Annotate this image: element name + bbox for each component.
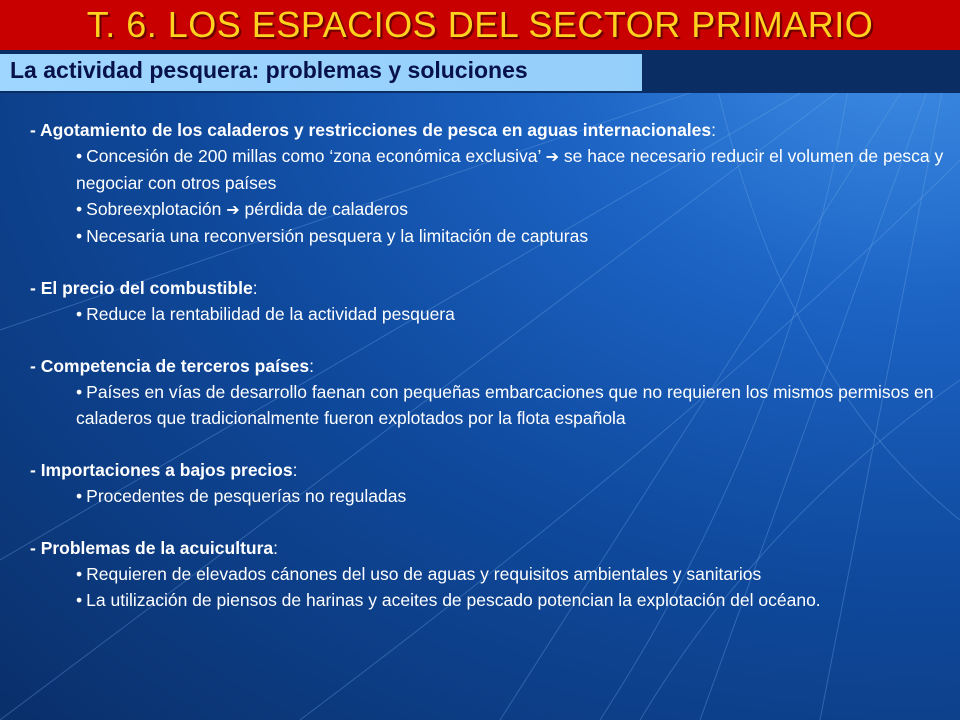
section-agotamiento: - Agotamiento de los caladeros y restricciones de pesca en aguas internacionales: • Concesión de 200 millas como ‘zona económica exclusiva’ ➔ se hace necesario reducir el volumen de pesca y negociar con otros países • Sobreexplotación ➔ pérdida de caladeros • Necesaria una reconversión pesquera y la limitación de capturas [30, 117, 955, 249]
bullet-item: • Requieren de elevados cánones del uso de aguas y requisitos ambientales y sanitarios [76, 564, 762, 584]
bullet-item: • La utilización de piensos de harinas y aceites de pescado potencian la explotación del océano. [76, 590, 821, 610]
section-heading: - El precio del combustible [30, 278, 253, 298]
bullet-item: • Países en vías de desarrollo faenan con pequeñas embarcaciones que no requieren los mismos permisos en caladeros que tradicionalmente fueron explotados por la flota española [76, 382, 934, 428]
bullet-text: Sobreexplotación [86, 199, 222, 219]
slide-title: T. 6. LOS ESPACIOS DEL SECTOR PRIMARIO [86, 4, 874, 45]
bullet-text: Procedentes de pesquerías no reguladas [86, 486, 407, 506]
slide-content [30, 117, 955, 639]
section-importaciones: - Importaciones a bajos precios: • Procedentes de pesquerías no reguladas [30, 457, 955, 509]
bullet-text: Países en vías de desarrollo faenan con pequeñas embarcaciones que no requieren los mismos permisos en caladeros que tradicionalmente fueron explotados por la flota española [76, 382, 934, 428]
bullet-item: • Concesión de 200 millas como ‘zona económica exclusiva’ ➔ se hace necesario reducir el volumen de pesca y negociar con otros países [76, 146, 944, 193]
section-heading: - Agotamiento de los caladeros y restricciones de pesca en aguas internacionales [30, 120, 712, 140]
bullet-item: • Reduce la rentabilidad de la actividad pesquera [76, 304, 455, 324]
section-competencia: - Competencia de terceros países: • Países en vías de desarrollo faenan con pequeñas embarcaciones que no requieren los mismos permisos en caladeros que tradicionalmente fueron explotados por la flota española [30, 353, 955, 431]
bullet-text: La utilización de piensos de harinas y aceites de pescado potencian la explotación del océano. [86, 590, 821, 610]
bullet-item: • Necesaria una reconversión pesquera y la limitación de capturas [76, 226, 589, 246]
section-heading: - Importaciones a bajos precios [30, 460, 293, 480]
bullet-item: • Sobreexplotación ➔ pérdida de caladeros [76, 199, 408, 219]
right-arrow-icon: ➔ [545, 147, 560, 166]
section-heading: - Competencia de terceros países [30, 356, 310, 376]
bullet-item: • Procedentes de pesquerías no reguladas [76, 486, 407, 506]
slide-subtitle: La actividad pesquera: problemas y soluciones [10, 57, 528, 83]
bullet-text: Reduce la rentabilidad de la actividad pesquera [86, 304, 455, 324]
title-bar [0, 0, 960, 50]
bullet-text: Requieren de elevados cánones del uso de aguas y requisitos ambientales y sanitarios [86, 564, 762, 584]
section-combustible: - El precio del combustible: • Reduce la rentabilidad de la actividad pesquera [30, 275, 955, 327]
bullet-text: Necesaria una reconversión pesquera y la limitación de capturas [86, 226, 589, 246]
section-heading: - Problemas de la acuicultura [30, 538, 274, 558]
bullet-text: se hace necesario reducir el volumen de pesca y negociar con otros países [76, 146, 944, 193]
bullet-text: pérdida de caladeros [244, 199, 408, 219]
section-acuicultura: - Problemas de la acuicultura: • Requieren de elevados cánones del uso de aguas y requisitos ambientales y sanitarios • La utilización de piensos de harinas y aceites de pescado potencian la explotación del océano. [30, 535, 955, 613]
right-arrow-icon: ➔ [226, 200, 240, 219]
bullet-text: Concesión de 200 millas como ‘zona económica exclusiva’ [86, 146, 541, 166]
